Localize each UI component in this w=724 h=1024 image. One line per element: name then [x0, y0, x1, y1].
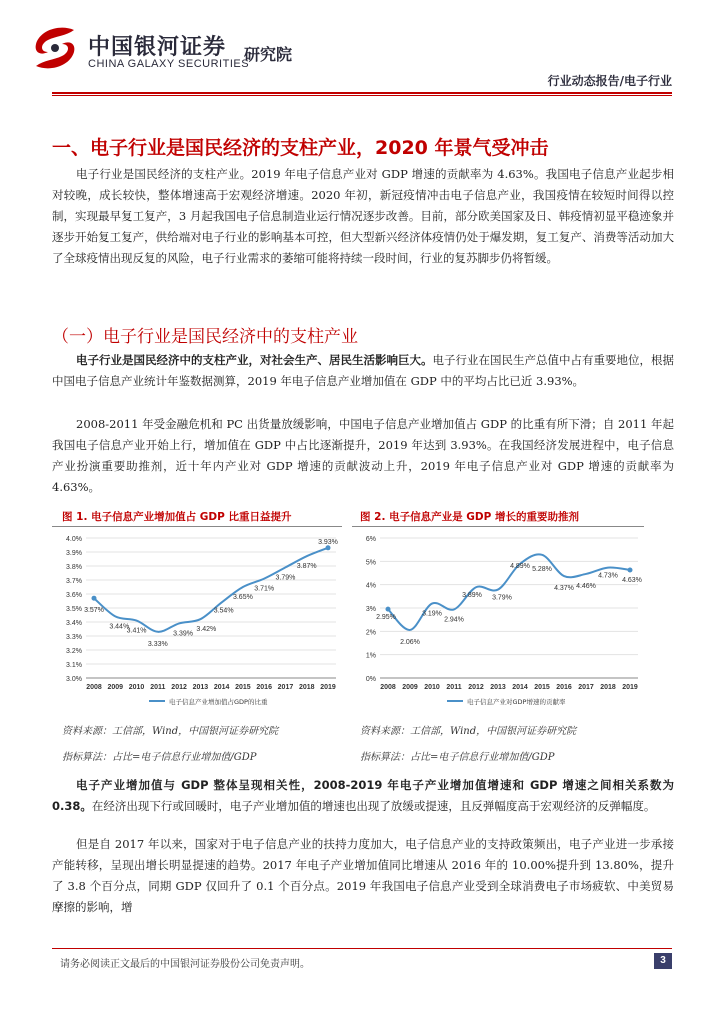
data-label: 3.42% — [196, 626, 217, 634]
x-tick-label: 2017 — [578, 684, 594, 691]
figure-2-rule — [352, 526, 644, 527]
data-label: 4.89% — [510, 562, 530, 570]
x-tick-label: 2019 — [320, 684, 336, 691]
paragraph-2-body: 电子行业在国民生产总值中占有重要地位，根据中国电子信息产业统计年鉴数据测算，2019 年电子信息产业增加值在 GDP 中的平均占比已近 3.93%。 — [52, 353, 674, 388]
figure-1-source: 资料来源：工信部，Wind，中国银河证券研究院 — [62, 726, 279, 737]
figure-2-algorithm: 指标算法：占比=电子信息行业增加值/GDP — [360, 752, 555, 763]
data-label: 3.44% — [109, 623, 130, 631]
data-label: 4.63% — [622, 576, 642, 584]
x-tick-label: 2010 — [424, 684, 440, 691]
x-tick-label: 2014 — [512, 684, 528, 691]
x-tick-label: 2012 — [171, 684, 187, 691]
data-label: 3.93% — [318, 538, 338, 546]
data-label: 3.19% — [422, 610, 442, 618]
data-label: 2.94% — [444, 616, 464, 624]
data-label: 3.89% — [462, 592, 482, 600]
paragraph-4 — [52, 775, 674, 817]
paragraph-4-body: 在经济出现下行或回暖时，电子产业增加值的增速也出现了放缓或提速，且反弹幅度高于宏观经济的反弹幅度。 — [91, 799, 656, 813]
subsection-heading: （一）电子行业是国民经济中的支柱产业 — [52, 327, 358, 347]
data-label: 5.28% — [532, 565, 552, 573]
header-divider-thin — [52, 95, 672, 96]
data-label: 4.46% — [576, 582, 596, 590]
x-tick-label: 2010 — [128, 684, 145, 691]
x-tick-label: 2011 — [150, 684, 166, 691]
paragraph-intro: 电子行业是国民经济的支柱产业。2019 年电子信息产业对 GDP 增速的贡献率为 4.63%。我国电子信息产业起步相对较晚，成长较快，整体增速高于宏观经济增速。2020 年初，新冠疫情冲击电子信息产业，我国疫情在较短时间得以控制，实现最早复工复产，3 月起我国电子信息制造业运行情况逐步改善。目前，部分欧美国家及日、韩疫情初显平稳迹象并逐步开始复工复产，供给端对电子行业的影响基本可控，但大型新兴经济体疫情仍处于爆发期，复工复产、消费等活动加大了全球疫情出现反复的风险，电子行业需求的萎缩可能将持续一段时间，行业的复苏脚步仍将暂缓。 — [52, 167, 674, 265]
series-line — [388, 554, 630, 630]
data-label: 3.41% — [126, 627, 147, 635]
data-point — [628, 567, 633, 572]
x-tick-label: 2018 — [298, 684, 315, 691]
figure-1-title: 图 1. 电子信息产业增加值占 GDP 比重日益提升 — [62, 511, 292, 523]
x-tick-label: 2013 — [192, 684, 209, 691]
data-point — [326, 545, 331, 550]
figure-1-chart — [52, 530, 342, 720]
y-tick-label: 3.5% — [66, 606, 82, 613]
x-tick-label: 2009 — [107, 684, 124, 691]
y-tick-label: 3.3% — [66, 634, 82, 641]
x-tick-label: 2011 — [446, 684, 462, 691]
data-label: 3.57% — [84, 607, 104, 615]
y-tick-label: 5% — [365, 559, 376, 567]
y-tick-label: 2% — [365, 629, 376, 637]
y-tick-label: 3.8% — [66, 564, 82, 571]
x-tick-label: 2018 — [600, 684, 616, 691]
figure-1-rule — [52, 526, 342, 527]
brand-name-cn: 中国银河证券 — [88, 35, 227, 60]
x-tick-label: 2015 — [534, 684, 550, 691]
x-tick-label: 2008 — [380, 684, 396, 691]
paragraph-2-lead: 电子行业是国民经济中的支柱产业，对社会生产、居民生活影响巨大。 — [76, 353, 433, 367]
data-label: 3.71% — [254, 585, 275, 593]
y-tick-label: 3.4% — [66, 620, 82, 627]
paragraph-3: 2008-2011 年受金融危机和 PC 出货量放缓影响，中国电子信息产业增加值占 GDP 的比重有所下滑；自 2011 年起我国电子信息产业开始上行，增加值在 GDP 中占比逐渐提升，2019 年达到 3.93%。在我国经济发展进程中，电子信息产业扮演重要助推剂，近十年内产业对 GDP 增速的贡献波动上升，2019 年电子信息产业对 GDP 增速的贡献率为 4.63%。 — [52, 417, 674, 494]
y-tick-label: 4% — [365, 582, 376, 590]
section-heading: 一、电子行业是国民经济的支柱产业，2020 年景气受冲击 — [52, 137, 549, 159]
data-label: 3.65% — [232, 594, 253, 601]
y-tick-label: 0% — [365, 676, 376, 683]
y-tick-label: 4.0% — [66, 536, 82, 543]
galaxy-logo-icon — [30, 22, 80, 74]
report-type: 行业动态报告/电子行业 — [547, 74, 672, 88]
x-tick-label: 2016 — [556, 684, 572, 691]
figure-2-title: 图 2. 电子信息产业是 GDP 增长的重要助推剂 — [360, 511, 579, 523]
x-tick-label: 2017 — [277, 684, 294, 691]
x-tick-label: 2019 — [622, 684, 638, 691]
y-tick-label: 3.2% — [66, 648, 82, 655]
legend-label: 电子信息产业增加值占GDP的比重 — [169, 698, 268, 706]
legend-label: 电子信息产业对GDP增速的贡献率 — [467, 698, 566, 706]
x-tick-label: 2016 — [256, 684, 272, 691]
y-tick-label: 3.1% — [66, 662, 82, 669]
x-tick-label: 2015 — [235, 684, 251, 691]
y-tick-label: 3.9% — [66, 550, 82, 557]
x-tick-label: 2008 — [86, 684, 102, 691]
data-label: 4.37% — [554, 585, 574, 593]
y-tick-label: 1% — [365, 652, 376, 660]
data-point — [386, 607, 391, 612]
page-number: 3 — [654, 953, 672, 969]
data-label: 3.54% — [213, 607, 234, 615]
series-line — [94, 548, 328, 632]
data-label: 3.79% — [492, 594, 512, 602]
x-tick-label: 2014 — [213, 684, 230, 691]
data-label: 3.87% — [296, 563, 317, 571]
figure-1-algorithm: 指标算法：占比=电子信息行业增加值/GDP — [62, 752, 257, 763]
y-tick-label: 3.0% — [66, 676, 82, 683]
footer-divider — [52, 948, 672, 949]
brand-name-en: CHINA GALAXY SECURITIES — [88, 58, 250, 70]
x-tick-label: 2009 — [402, 684, 418, 691]
figure-2-source: 资料来源：工信部，Wind，中国银河证券研究院 — [360, 726, 577, 737]
y-tick-label: 3% — [365, 606, 376, 613]
y-tick-label: 3.6% — [66, 592, 82, 599]
paragraph-2 — [52, 350, 674, 392]
y-tick-label: 3.7% — [66, 578, 82, 585]
header-divider — [52, 92, 672, 94]
data-point — [92, 596, 97, 601]
data-label: 2.06% — [400, 638, 420, 646]
paragraph-5: 但是自 2017 年以来，国家对于电子信息产业的扶持力度加大，电子信息产业的支持政策频出，电子产业进一步承接产能转移，呈现出增长明显提速的趋势。2017 年电子产业增加值同比增速从 2016 年的 10.00%提升到 13.80%，提升了 3.8 个百分点，同期 GDP 仅回升了 0.1 个百分点。2019 年我国电子信息产业受到全球消费电子市场疲软、中美贸易摩擦的影响，增 — [52, 837, 674, 914]
figure-2-chart — [350, 530, 644, 720]
x-tick-label: 2012 — [468, 684, 484, 691]
data-label: 3.33% — [147, 640, 168, 648]
data-label: 3.79% — [275, 574, 296, 582]
paragraph-4-lead: 电子产业增加值与 GDP 整体呈现相关性，2008-2019 年电子产业增加值增速和 GDP 增速之间相关系数为 0.38。 — [52, 778, 674, 813]
data-label: 2.95% — [376, 614, 396, 622]
institute-label: 研究院 — [244, 45, 293, 64]
footer-disclaimer: 请务必阅读正文最后的中国银河证券股份公司免责声明。 — [60, 959, 310, 970]
data-label: 4.73% — [598, 572, 618, 580]
x-tick-label: 2013 — [490, 684, 506, 691]
data-label: 3.39% — [173, 630, 194, 638]
y-tick-label: 6% — [365, 536, 376, 543]
